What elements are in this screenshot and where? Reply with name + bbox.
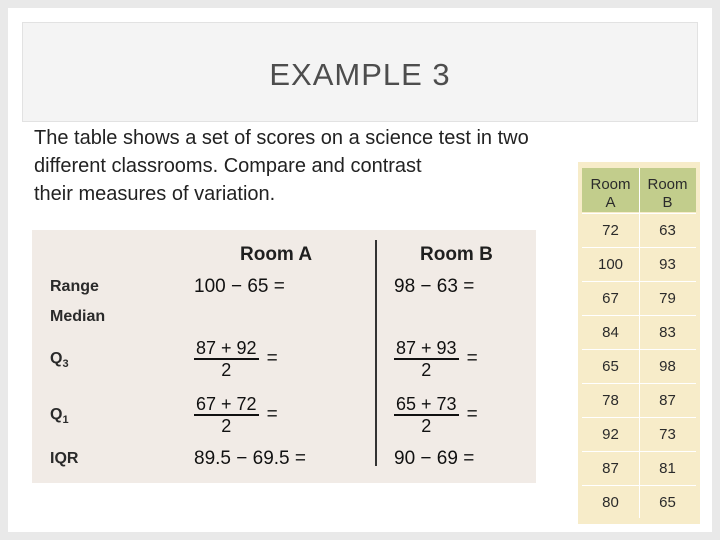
score-room-b: 79 — [659, 290, 676, 307]
score-room-a: 72 — [602, 222, 619, 239]
row-divider — [582, 451, 696, 452]
row-divider — [582, 383, 696, 384]
score-room-b: 83 — [659, 324, 676, 341]
score-room-b: 65 — [659, 494, 676, 511]
score-room-b: 98 — [659, 358, 676, 375]
column-divider — [375, 240, 377, 466]
score-room-b: 93 — [659, 256, 676, 273]
q3-room-a: $\frac{87 + 92}{2}$ = — [196, 338, 278, 380]
score-room-a: 84 — [602, 324, 619, 341]
range-room-b: 98 − 63 = — [394, 276, 475, 297]
col-header-room-a: Room A — [240, 244, 313, 265]
score-room-b: 87 — [659, 392, 676, 409]
q1-room-a: $\frac{67 + 72}{2}$ = — [196, 394, 278, 436]
iqr-room-a: 89.5 − 69.5 = — [194, 448, 306, 469]
row-label-q3: $Q_3$ — [50, 350, 69, 371]
row-divider — [582, 281, 696, 282]
header-room-a: Room A — [590, 176, 631, 211]
score-room-b: 73 — [659, 426, 676, 443]
score-room-a: 67 — [602, 290, 619, 307]
slide-title: EXAMPLE 3 — [269, 57, 451, 92]
score-room-b: 63 — [659, 222, 676, 239]
slide — [8, 8, 712, 532]
score-room-a: 65 — [602, 358, 619, 375]
row-divider — [582, 417, 696, 418]
range-room-a: 100 − 65 = — [194, 276, 285, 297]
q3-room-b: $\frac{87 + 93}{2}$ = — [396, 338, 478, 380]
iqr-room-b: 90 − 69 = — [394, 448, 475, 469]
header-room-b: Room B — [647, 176, 688, 211]
row-label-iqr: IQR — [50, 450, 79, 467]
score-room-a: 78 — [602, 392, 619, 409]
body-line: their measures of variation. — [34, 183, 276, 205]
q1-room-b: $\frac{65 + 73}{2}$ = — [396, 394, 478, 436]
body-line: The table shows a set of scores on a science test in two — [34, 127, 529, 149]
score-room-a: 100 — [597, 256, 624, 273]
row-label-q1: $Q_1$ — [50, 406, 69, 427]
score-room-a: 92 — [602, 426, 619, 443]
row-divider — [582, 315, 696, 316]
score-room-b: 81 — [659, 460, 676, 477]
row-label-range: Range — [50, 278, 99, 295]
scores-table — [578, 162, 700, 524]
row-divider — [582, 247, 696, 248]
row-label-median: Median — [50, 308, 106, 325]
row-divider — [582, 213, 696, 214]
score-room-a: 80 — [602, 494, 619, 511]
variation-table — [32, 230, 536, 483]
col-header-room-b: Room B — [420, 244, 493, 265]
row-divider — [582, 349, 696, 350]
title-band — [22, 22, 698, 122]
score-room-a: 87 — [602, 460, 619, 477]
body-line: different classrooms. Compare and contrast — [34, 155, 422, 177]
row-divider — [582, 485, 696, 486]
